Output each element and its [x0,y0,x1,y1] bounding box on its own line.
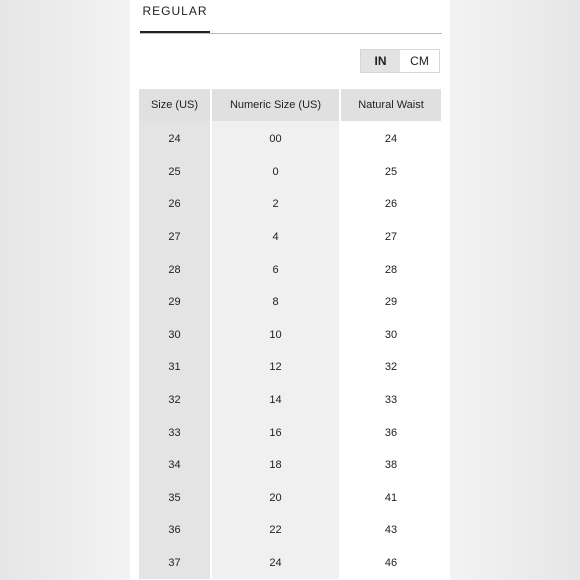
cell-size: 31 [139,351,212,384]
table-row [139,156,441,189]
table-row [139,351,441,384]
cell-size: 32 [139,384,212,417]
table-row [139,416,441,449]
cell-numeric-size: 24 [212,547,341,580]
cell-natural-waist: 28 [341,253,441,286]
header-natural-waist: Natural Waist [341,89,441,121]
table-row [139,253,441,286]
cell-natural-waist: 38 [341,449,441,482]
cell-numeric-size: 10 [212,319,341,352]
cell-natural-waist: 24 [341,123,441,156]
cell-size: 35 [139,482,212,515]
table-row [139,482,441,515]
table-row [139,123,441,156]
cell-size: 25 [139,156,212,189]
table-row [139,188,441,221]
size-table [139,89,441,579]
table-header-row [139,89,441,121]
cell-size: 37 [139,547,212,580]
cell-natural-waist: 26 [341,188,441,221]
cell-natural-waist: 30 [341,319,441,352]
cell-numeric-size: 00 [212,123,341,156]
cell-natural-waist: 43 [341,514,441,547]
cell-natural-waist: 46 [341,547,441,580]
table-row [139,449,441,482]
cell-natural-waist: 27 [341,221,441,254]
cell-size: 28 [139,253,212,286]
cell-numeric-size: 20 [212,482,341,515]
cell-size: 36 [139,514,212,547]
header-numeric-size-us: Numeric Size (US) [212,89,341,121]
cell-natural-waist: 33 [341,384,441,417]
unit-in-button[interactable]: IN [361,50,400,72]
background-left [0,0,130,580]
fit-tabs [140,0,442,34]
size-chart-panel [130,0,450,580]
background-right [450,0,580,580]
table-row [139,286,441,319]
table-row [139,319,441,352]
cell-numeric-size: 2 [212,188,341,221]
unit-cm-button[interactable]: CM [410,54,429,68]
cell-natural-waist: 41 [341,482,441,515]
cell-numeric-size: 6 [212,253,341,286]
cell-natural-waist: 32 [341,351,441,384]
cell-size: 30 [139,319,212,352]
header-size-us: Size (US) [139,89,212,121]
cell-natural-waist: 36 [341,416,441,449]
cell-size: 27 [139,221,212,254]
table-row [139,221,441,254]
cell-numeric-size: 0 [212,156,341,189]
cell-numeric-size: 16 [212,416,341,449]
unit-toggle [360,49,440,73]
cell-numeric-size: 14 [212,384,341,417]
cell-size: 29 [139,286,212,319]
cell-natural-waist: 25 [341,156,441,189]
cell-numeric-size: 12 [212,351,341,384]
cell-size: 34 [139,449,212,482]
cell-numeric-size: 8 [212,286,341,319]
table-row [139,547,441,580]
cell-numeric-size: 4 [212,221,341,254]
tab-regular[interactable]: REGULAR [140,0,210,33]
cell-size: 26 [139,188,212,221]
cell-numeric-size: 22 [212,514,341,547]
cell-size: 24 [139,123,212,156]
table-row [139,514,441,547]
cell-numeric-size: 18 [212,449,341,482]
table-row [139,384,441,417]
cell-size: 33 [139,416,212,449]
cell-natural-waist: 29 [341,286,441,319]
